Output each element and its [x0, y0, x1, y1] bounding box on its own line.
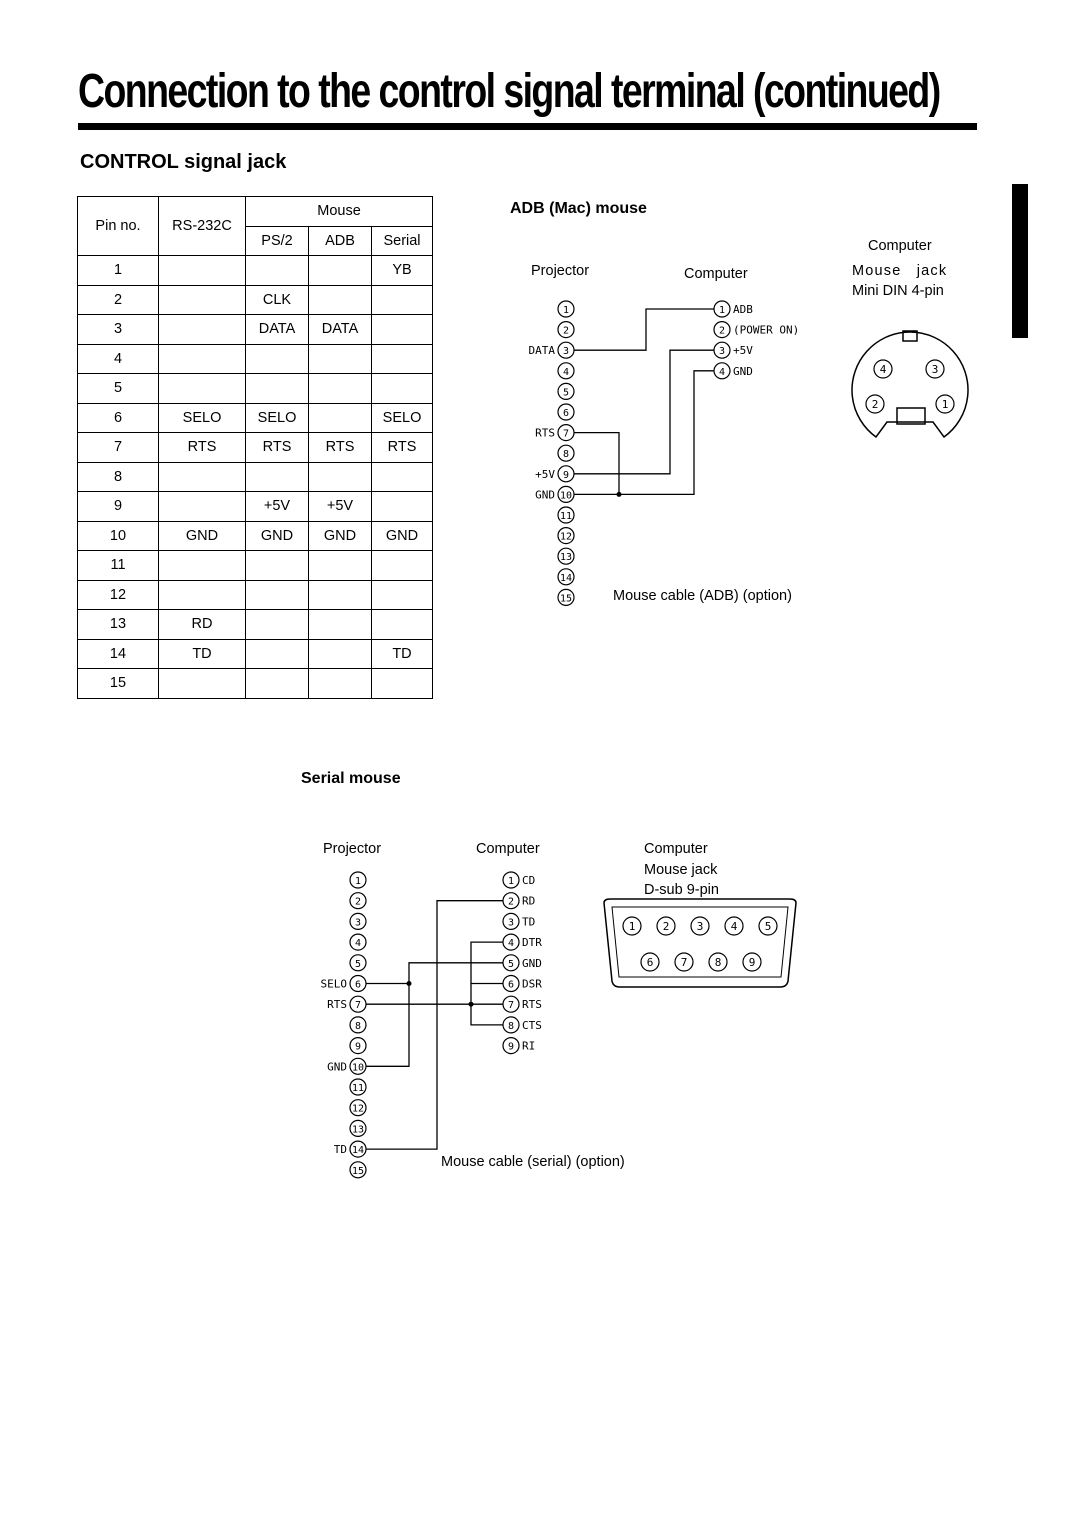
- table-cell: [309, 551, 372, 581]
- table-row: [78, 610, 433, 640]
- table-cell: [372, 551, 433, 581]
- adb-computer-pin-label: (POWER ON): [733, 323, 800, 337]
- serial-computer-pin-label: CTS: [522, 1018, 542, 1032]
- header-pin-no: Pin no.: [78, 197, 159, 256]
- table-cell: 14: [78, 639, 159, 669]
- adb-projector-pin-15: 15: [559, 593, 573, 605]
- table-cell: [246, 551, 309, 581]
- table-cell: [309, 669, 372, 699]
- din-pin-2: 2: [871, 398, 879, 411]
- table-cell: [372, 315, 433, 345]
- table-cell: DATA: [246, 315, 309, 345]
- serial-heading: Serial mouse: [301, 770, 401, 787]
- adb-junction-dot: [617, 492, 622, 497]
- table-cell: DATA: [309, 315, 372, 345]
- title-rule: [78, 123, 977, 130]
- page-title: Connection to the control signal terminal (continued): [78, 65, 940, 118]
- serial-computer-pin-label: RI: [522, 1039, 536, 1053]
- table-cell: 4: [78, 344, 159, 374]
- serial-computer-pin-9: 9: [507, 1041, 515, 1053]
- table-cell: CLK: [246, 285, 309, 315]
- table-cell: [372, 344, 433, 374]
- adb-wiring-diagram: [500, 290, 840, 615]
- side-tab-marker: [1012, 184, 1028, 338]
- serial-computer-pin-7: 7: [507, 1000, 515, 1012]
- table-row: [78, 256, 433, 286]
- serial-computer-pin-6: 6: [507, 979, 515, 991]
- serial-projector-pin-1: 1: [354, 876, 362, 887]
- adb-computer-pin-4: 4: [718, 366, 726, 378]
- header-serial: Serial: [372, 226, 433, 256]
- serial-projector-pin-10: 10: [351, 1062, 365, 1074]
- table-cell: 7: [78, 433, 159, 463]
- dsub-pin-8: 8: [714, 956, 722, 969]
- din-pin-4: 4: [879, 363, 887, 376]
- dsub-pin-2: 2: [662, 920, 670, 933]
- table-cell: SELO: [372, 403, 433, 433]
- serial-projector-pin-11: 11: [351, 1083, 365, 1094]
- table-cell: [372, 669, 433, 699]
- dsub-pin-6: 6: [646, 956, 654, 969]
- adb-projector-label: Projector: [531, 263, 590, 279]
- table-cell: RTS: [309, 433, 372, 463]
- serial-computer-pin-label: GND: [522, 956, 542, 970]
- adb-projector-pin-label: GND: [535, 488, 555, 502]
- header-ps2: PS/2: [246, 226, 309, 256]
- table-cell: [309, 403, 372, 433]
- table-cell: +5V: [246, 492, 309, 522]
- adb-projector-pin-8: 8: [562, 449, 570, 461]
- din-outline: [852, 332, 968, 437]
- serial-projector-pin-8: 8: [354, 1020, 362, 1032]
- din-pin-3: 3: [931, 363, 939, 376]
- serial-projector-pin-4: 4: [354, 938, 362, 950]
- table-cell: [246, 669, 309, 699]
- serial-projector-pin-9: 9: [354, 1041, 362, 1053]
- table-cell: [246, 374, 309, 404]
- table-cell: [159, 669, 246, 699]
- serial-cable-caption: Mouse cable (serial) (option): [441, 1154, 625, 1170]
- table-cell: +5V: [309, 492, 372, 522]
- serial-projector-pin-14: 14: [351, 1145, 365, 1157]
- adb-projector-pin-4: 4: [562, 366, 570, 378]
- serial-jack-title: Computer: [644, 841, 708, 857]
- serial-computer-pin-label: CD: [522, 874, 536, 887]
- table-cell: [159, 285, 246, 315]
- serial-projector-pin-6: 6: [354, 979, 362, 991]
- table-cell: TD: [372, 639, 433, 669]
- header-rs232c: RS-232C: [159, 197, 246, 256]
- table-cell: [159, 492, 246, 522]
- table-cell: [309, 580, 372, 610]
- table-cell: 12: [78, 580, 159, 610]
- serial-projector-pin-5: 5: [354, 958, 362, 970]
- adb-projector-pin-11: 11: [559, 511, 573, 522]
- dsub-pin-5: 5: [764, 920, 772, 933]
- serial-computer-pin-label: RD: [522, 894, 536, 908]
- adb-jack-title: Computer: [868, 238, 932, 254]
- serial-jack-line1: Mouse jack: [644, 862, 718, 878]
- serial-computer-pin-label: TD: [522, 915, 536, 929]
- serial-wiring-diagram: [295, 865, 575, 1180]
- table-row: [78, 551, 433, 581]
- dsub-pin-3: 3: [696, 920, 704, 933]
- table-cell: [372, 374, 433, 404]
- serial-projector-pin-7: 7: [354, 1000, 362, 1012]
- serial-computer-pin-label: RTS: [522, 998, 542, 1012]
- serial-projector-pin-label: SELO: [320, 977, 347, 991]
- serial-junction-dot: [469, 1002, 474, 1007]
- table-cell: [309, 639, 372, 669]
- section-title: CONTROL signal jack: [80, 151, 287, 173]
- adb-computer-pin-2: 2: [718, 325, 726, 337]
- adb-wire: [574, 350, 714, 474]
- serial-computer-pin-5: 5: [507, 958, 515, 970]
- table-row: [78, 669, 433, 699]
- adb-wire: [574, 309, 714, 350]
- table-cell: [246, 639, 309, 669]
- table-cell: [309, 285, 372, 315]
- table-header-row: [78, 197, 433, 227]
- adb-projector-pin-label: DATA: [528, 344, 555, 358]
- table-cell: [309, 374, 372, 404]
- table-cell: RD: [159, 610, 246, 640]
- dsub-outline: [604, 899, 796, 987]
- table-cell: TD: [159, 639, 246, 669]
- serial-junction-dot: [407, 981, 412, 986]
- table-cell: RTS: [246, 433, 309, 463]
- adb-projector-pin-14: 14: [559, 572, 573, 584]
- table-row: [78, 374, 433, 404]
- serial-projector-pin-label: GND: [327, 1060, 347, 1074]
- serial-computer-pin-label: DSR: [522, 977, 542, 991]
- serial-projector-pin-3: 3: [354, 917, 362, 929]
- adb-projector-pin-10: 10: [559, 490, 573, 502]
- adb-computer-pin-label: +5V: [733, 344, 753, 358]
- table-cell: SELO: [159, 403, 246, 433]
- table-cell: [309, 344, 372, 374]
- table-row: [78, 462, 433, 492]
- table-cell: [372, 580, 433, 610]
- adb-computer-pin-3: 3: [718, 346, 726, 358]
- dsub-pin-9: 9: [748, 956, 756, 969]
- table-cell: 5: [78, 374, 159, 404]
- serial-wire: [366, 963, 503, 1067]
- table-row: [78, 521, 433, 551]
- mini-din-connector: [845, 325, 975, 455]
- adb-computer-pin-label: GND: [733, 364, 753, 378]
- table-cell: 2: [78, 285, 159, 315]
- table-cell: [246, 610, 309, 640]
- table-cell: SELO: [246, 403, 309, 433]
- adb-projector-pin-7: 7: [562, 428, 570, 440]
- adb-computer-pin-1: 1: [718, 305, 726, 316]
- table-row: [78, 639, 433, 669]
- table-cell: [159, 551, 246, 581]
- table-row: [78, 315, 433, 345]
- dsub-pin-7: 7: [680, 956, 688, 969]
- table-cell: [309, 256, 372, 286]
- dsub-pin-4: 4: [730, 920, 738, 933]
- serial-projector-pin-label: RTS: [327, 998, 347, 1012]
- pin-assignment-table: [77, 196, 433, 699]
- serial-projector-label: Projector: [323, 841, 382, 857]
- adb-jack-line1: Mouse jack: [852, 263, 948, 279]
- table-cell: GND: [372, 521, 433, 551]
- table-cell: [159, 315, 246, 345]
- table-cell: YB: [372, 256, 433, 286]
- adb-projector-pin-2: 2: [562, 325, 570, 337]
- din-pin-1: 1: [941, 398, 949, 411]
- table-cell: [372, 610, 433, 640]
- table-cell: [372, 285, 433, 315]
- table-cell: [159, 462, 246, 492]
- dsub-9pin-connector: [598, 895, 803, 995]
- adb-projector-pin-label: RTS: [535, 426, 555, 440]
- dsub-pin-1: 1: [628, 920, 636, 933]
- table-cell: [246, 256, 309, 286]
- table-cell: 8: [78, 462, 159, 492]
- adb-heading: ADB (Mac) mouse: [510, 200, 647, 217]
- serial-computer-pin-8: 8: [507, 1020, 515, 1032]
- adb-projector-pin-1: 1: [562, 305, 570, 316]
- table-cell: 3: [78, 315, 159, 345]
- table-cell: [309, 462, 372, 492]
- table-cell: RTS: [372, 433, 433, 463]
- table-cell: [309, 610, 372, 640]
- table-cell: [159, 256, 246, 286]
- table-cell: 9: [78, 492, 159, 522]
- adb-wire: [574, 433, 619, 495]
- table-cell: RTS: [159, 433, 246, 463]
- table-cell: 15: [78, 669, 159, 699]
- table-cell: GND: [159, 521, 246, 551]
- table-cell: GND: [309, 521, 372, 551]
- serial-projector-pin-label: TD: [333, 1143, 347, 1157]
- table-row: [78, 580, 433, 610]
- serial-computer-label: Computer: [476, 841, 540, 857]
- table-cell: GND: [246, 521, 309, 551]
- adb-projector-pin-6: 6: [562, 408, 570, 419]
- table-cell: [246, 344, 309, 374]
- table-cell: 10: [78, 521, 159, 551]
- table-cell: [159, 374, 246, 404]
- table-row: [78, 492, 433, 522]
- adb-computer-pin-label: ADB: [733, 303, 753, 316]
- serial-jack-line2: D-sub 9-pin: [644, 882, 719, 898]
- header-adb: ADB: [309, 226, 372, 256]
- serial-computer-pin-1: 1: [507, 876, 515, 887]
- table-row: [78, 433, 433, 463]
- table-cell: [159, 580, 246, 610]
- serial-projector-pin-15: 15: [351, 1165, 365, 1177]
- serial-wire: [471, 1004, 503, 1025]
- table-row: [78, 285, 433, 315]
- table-cell: [246, 580, 309, 610]
- serial-computer-pin-4: 4: [507, 938, 515, 950]
- serial-projector-pin-2: 2: [354, 896, 362, 908]
- header-mouse: Mouse: [246, 197, 433, 227]
- table-cell: 6: [78, 403, 159, 433]
- adb-projector-pin-5: 5: [562, 387, 570, 399]
- serial-computer-pin-2: 2: [507, 896, 515, 908]
- adb-projector-pin-12: 12: [559, 531, 573, 543]
- table-row: [78, 344, 433, 374]
- adb-computer-label: Computer: [684, 266, 748, 282]
- adb-projector-pin-label: +5V: [535, 467, 555, 481]
- table-cell: [246, 462, 309, 492]
- adb-cable-caption: Mouse cable (ADB) (option): [613, 588, 792, 604]
- table-cell: [159, 344, 246, 374]
- adb-jack-line2: Mini DIN 4-pin: [852, 283, 944, 299]
- serial-computer-pin-3: 3: [507, 917, 515, 929]
- serial-computer-pin-label: DTR: [522, 936, 542, 950]
- table-cell: 11: [78, 551, 159, 581]
- table-cell: 1: [78, 256, 159, 286]
- table-row: [78, 403, 433, 433]
- adb-projector-pin-13: 13: [559, 552, 573, 564]
- table-cell: [372, 492, 433, 522]
- table-cell: [372, 462, 433, 492]
- adb-projector-pin-9: 9: [562, 469, 570, 481]
- table-cell: 13: [78, 610, 159, 640]
- serial-projector-pin-13: 13: [351, 1124, 365, 1136]
- serial-projector-pin-12: 12: [351, 1103, 365, 1115]
- adb-projector-pin-3: 3: [562, 346, 570, 358]
